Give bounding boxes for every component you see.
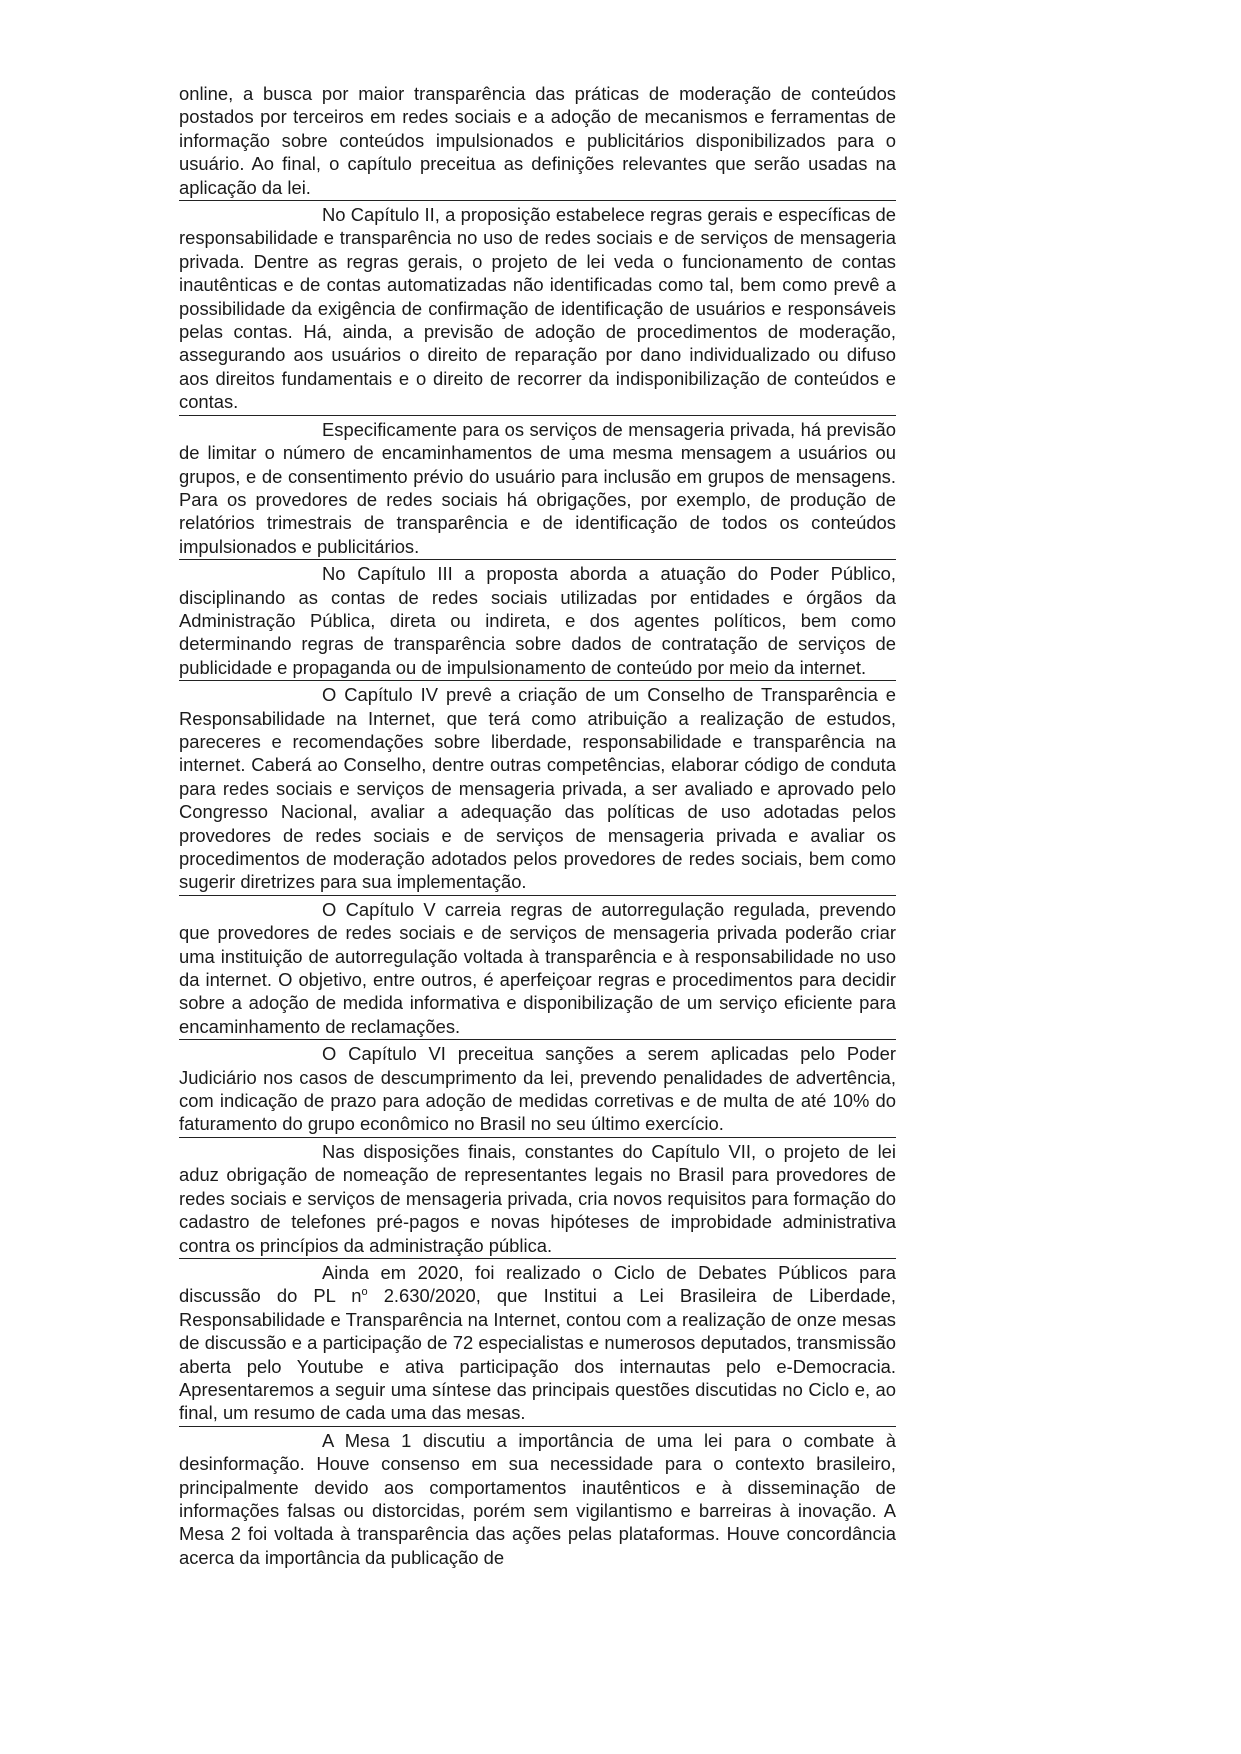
paragraph-chapter-v: O Capítulo V carreia regras de autorregulação regulada, prevendo que provedores de redes sociais e de serviços de mensageria privada poderão criar uma instituição de autorregulação voltada à transparência e à responsabilidade no uso da internet. O objetivo, entre outros, é aperfeiçoar regras e procedimentos para decidir sobre a adoção de medida informativa e disponibilização de um serviço eficiente para encaminhamento de reclamações. [179,898,896,1040]
paragraph-mesa-summary: A Mesa 1 discutiu a importância de uma lei para o combate à desinformação. Houve consenso em sua necessidade para o contexto brasileiro, principalmente devido aos comportamentos inautênticos e à disseminação de informações falsas ou distorcidas, porém sem vigilantismo e barreiras à inovação. A Mesa 2 foi voltada à transparência das ações pelas plataformas. Houve concordância acerca da importância da publicação de [179,1429,896,1568]
paragraph-chapter-vii: Nas disposições finais, constantes do Capítulo VII, o projeto de lei aduz obrigação de nomeação de representantes legais no Brasil para provedores de redes sociais e serviços de mensageria privada, cria novos requisitos para formação do cadastro de telefones pré-pagos e novas hipóteses de improbidade administrativa contra os princípios da administração pública. [179,1140,896,1259]
paragraph-chapter-iii: No Capítulo III a proposta aborda a atuação do Poder Público, disciplinando as contas de redes sociais utilizadas por entidades e órgãos da Administração Pública, direta ou indireta, e dos agentes políticos, bem como determinando regras de transparência sobre dados de contratação de serviços de publicidade e propaganda ou de impulsionamento de conteúdo por meio da internet. [179,562,896,681]
document-body [179,82,896,1570]
paragraph-private-messaging: Especificamente para os serviços de mensageria privada, há previsão de limitar o número de encaminhamentos de uma mesma mensagem a usuários ou grupos, e de consentimento prévio do usuário para inclusão em grupos de mensagens. Para os provedores de redes sociais há obrigações, por exemplo, de produção de relatórios trimestrais de transparência e de identificação de todos os conteúdos impulsionados e publicitários. [179,418,896,560]
paragraph-chapter-intro-end: online, a busca por maior transparência das práticas de moderação de conteúdos postados por terceiros em redes sociais e a adoção de mecanismos e ferramentas de informação sobre conteúdos impulsionados e publicitários disponibilizados para o usuário. Ao final, o capítulo preceitua as definições relevantes que serão usadas na aplicação da lei. [179,82,896,201]
paragraph-debate-cycle [179,1261,896,1427]
debate-cycle-text-start: Ainda em 2020, foi realizado o Ciclo de Debates Públicos para discussão do PL n [179,1261,896,1307]
debate-cycle-text-end: 2.630/2020, que Institui a Lei Brasileira de Liberdade, Responsabilidade e Transparência na Internet, contou com a realização de onze mesas de discussão e a participação de 72 especialistas e numerosos deputados, transmissão aberta pelo Youtube e ativa participação dos internautas pelo e-Democracia. Apresentaremos a seguir uma síntese das principais questões discutidas no Ciclo e, ao final, um resumo de cada uma das mesas. [179,1285,896,1424]
paragraph-chapter-iv: O Capítulo IV prevê a criação de um Conselho de Transparência e Responsabilidade na Internet, que terá como atribuição a realização de estudos, pareceres e recomendações sobre liberdade, responsabilidade e transparência na internet. Caberá ao Conselho, dentre outras competências, elaborar código de conduta para redes sociais e serviços de mensageria privada, a ser avaliado e aprovado pelo Congresso Nacional, avaliar a adequação das políticas de uso adotadas pelos provedores de redes sociais e de serviços de mensageria privada e avaliar os procedimentos de moderação adotados pelos provedores de redes sociais, bem como sugerir diretrizes para sua implementação. [179,683,896,896]
ordinal-superscript: o [361,1286,368,1299]
paragraph-chapter-ii: No Capítulo II, a proposição estabelece regras gerais e específicas de responsabilidade e transparência no uso de redes sociais e de serviços de mensageria privada. Dentre as regras gerais, o projeto de lei veda o funcionamento de contas inautênticas e de contas automatizadas não identificadas como tal, bem como prevê a possibilidade da exigência de confirmação de identificação de usuários e responsáveis pelas contas. Há, ainda, a previsão de adoção de procedimentos de moderação, assegurando aos usuários o direito de reparação por dano individualizado ou difuso aos direitos fundamentais e o direito de recorrer da indisponibilização de conteúdos e contas. [179,203,896,416]
paragraph-chapter-vi: O Capítulo VI preceitua sanções a serem aplicadas pelo Poder Judiciário nos casos de descumprimento da lei, prevendo penalidades de advertência, com indicação de prazo para adoção de medidas corretivas e de multa de até 10% do faturamento do grupo econômico no Brasil no seu último exercício. [179,1042,896,1138]
